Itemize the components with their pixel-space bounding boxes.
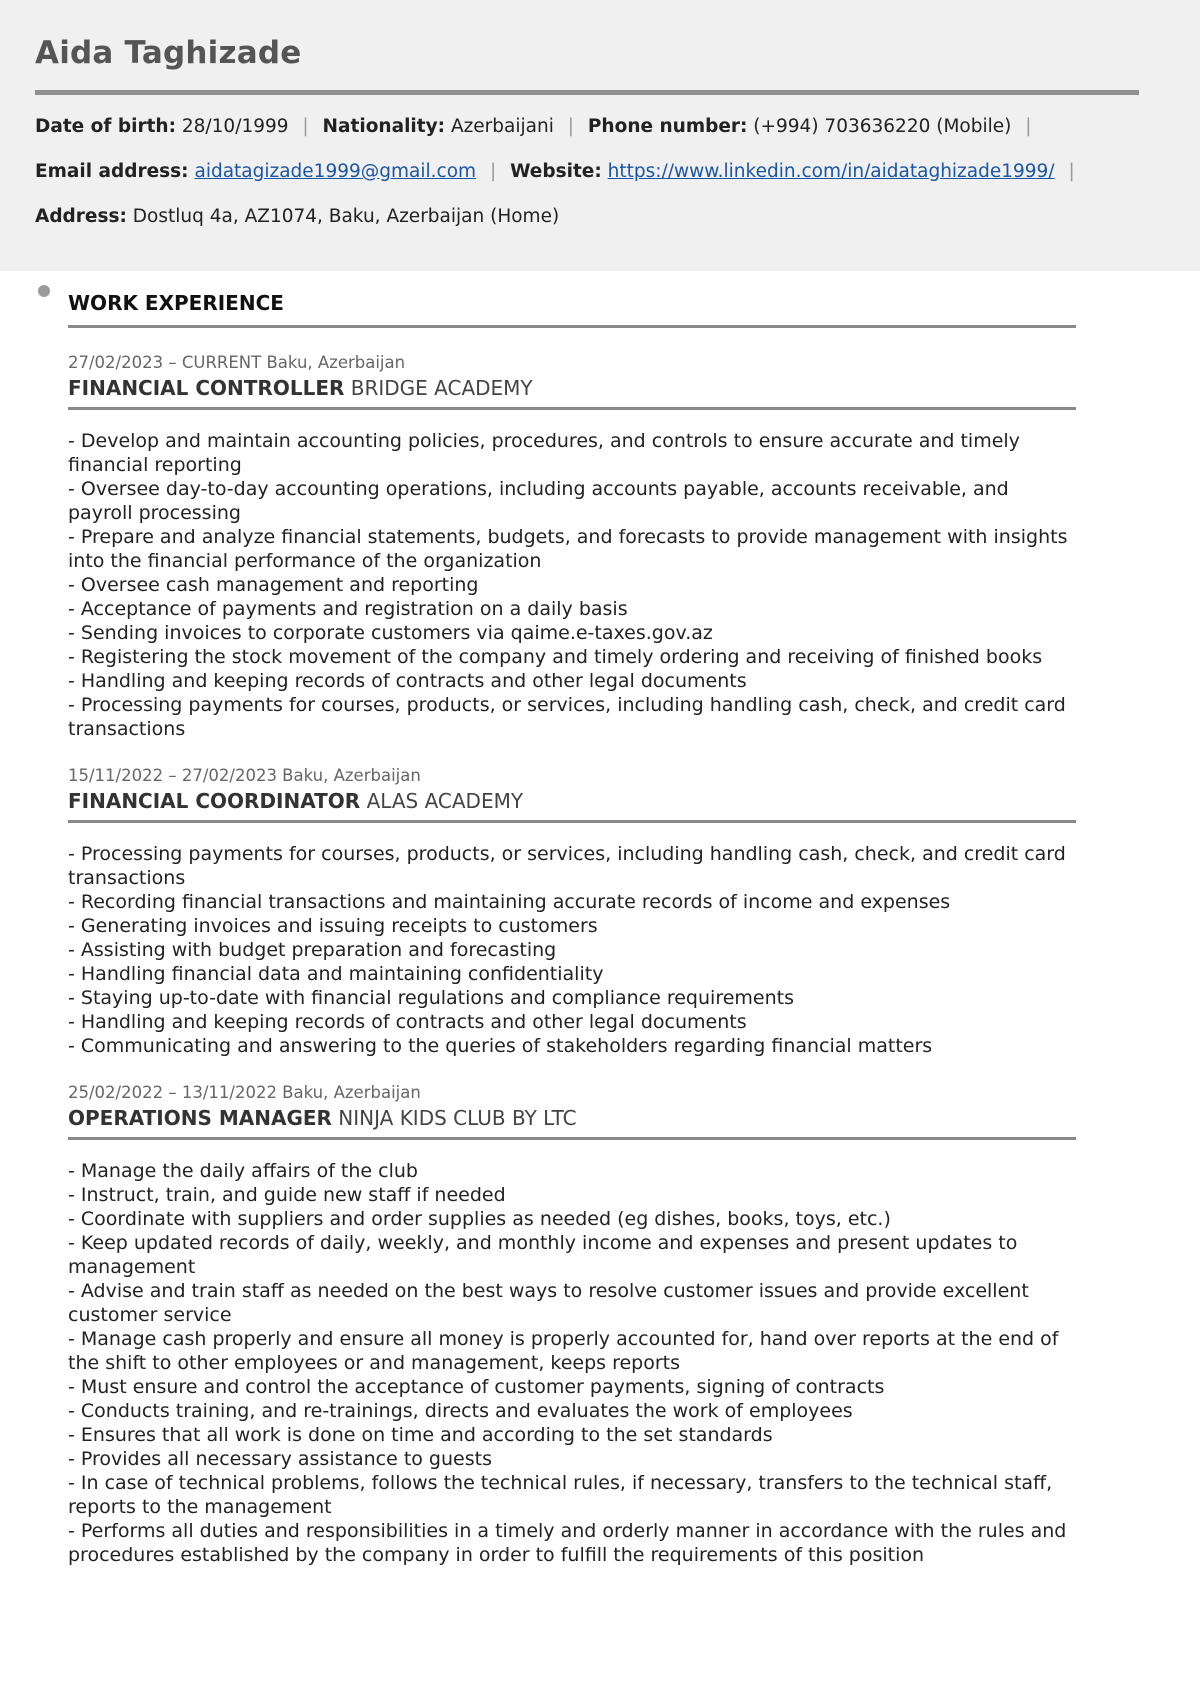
address-label: Address: [35,206,127,227]
duty-item: - Manage cash properly and ensure all money is properly accounted for, hand over reports at the end of the shift to other employees or and management, keeps reports [68,1328,1059,1374]
job-title [68,788,1076,814]
duty-item: - Manage the daily affairs of the club [68,1160,418,1182]
job-duties [68,842,1076,1058]
duty-item: - Communicating and answering to the queries of stakeholders regarding financial matters [68,1035,933,1057]
duty-item: - Recording financial transactions and maintaining accurate records of income and expenses [68,891,951,913]
duty-item: - In case of technical problems, follows the technical rules, if necessary, transfers to the technical staff, reports to the management [68,1472,1053,1518]
duty-item: - Registering the stock movement of the company and timely ordering and receiving of finished books [68,646,1043,668]
profile-header [0,0,1200,271]
phone-label: Phone number: [587,116,748,137]
nationality-label: Nationality: [322,116,446,137]
job-divider [68,1137,1076,1140]
separator: | [567,116,574,137]
duty-item: - Prepare and analyze financial statements, budgets, and forecasts to provide management with insights into the financial performance of the organization [68,526,1068,572]
job-divider [68,820,1076,823]
personal-info-line-3 [35,205,1165,229]
phone-value: (+994) 703636220 (Mobile) [753,116,1012,137]
email-label: Email address: [35,161,189,182]
duty-item: - Advise and train staff as needed on the best ways to resolve customer issues and provide excellent customer service [68,1280,1029,1326]
duty-item: - Processing payments for courses, products, or services, including handling cash, check, and credit card transactions [68,694,1066,740]
duty-item: - Must ensure and control the acceptance of customer payments, signing of contracts [68,1376,885,1398]
job-entry [68,1083,1076,1567]
duty-item: - Keep updated records of daily, weekly, and monthly income and expenses and present updates to management [68,1232,1018,1278]
website-label: Website: [510,161,602,182]
duty-item: - Performs all duties and responsibilities in a timely and orderly manner in accordance with the rules and procedures established by the company in order to fulfill the requirements of this position [68,1520,1067,1566]
job-title [68,1105,1076,1131]
job-entry [68,353,1076,741]
duty-item: - Sending invoices to corporate customers via qaime.e-taxes.gov.az [68,622,713,644]
name-divider [35,90,1139,95]
duty-item: - Instruct, train, and guide new staff if needed [68,1184,506,1206]
duty-item: - Generating invoices and issuing receipts to customers [68,915,598,937]
duty-item: - Conducts training, and re-trainings, directs and evaluates the work of employees [68,1400,853,1422]
job-organization: ALAS ACADEMY [366,789,524,813]
section-divider [68,325,1076,328]
job-entry [68,766,1076,1058]
duty-item: - Acceptance of payments and registration on a daily basis [68,598,628,620]
duty-item: - Assisting with budget preparation and forecasting [68,939,557,961]
work-experience-section [0,271,1076,1567]
separator: | [302,116,309,137]
job-role: OPERATIONS MANAGER [68,1106,332,1130]
duty-item: - Ensures that all work is done on time and according to the set standards [68,1424,773,1446]
job-organization: NINJA KIDS CLUB BY LTC [338,1106,577,1130]
duty-item: - Handling and keeping records of contracts and other legal documents [68,670,747,692]
duty-item: - Provides all necessary assistance to guests [68,1448,492,1470]
job-date-location: 15/11/2022 – 27/02/2023 Baku, Azerbaijan [68,766,421,785]
dob-value: 28/10/1999 [181,116,289,137]
nationality-value: Azerbaijani [450,116,554,137]
duty-item: - Staying up-to-date with financial regulations and compliance requirements [68,987,794,1009]
section-title: WORK EXPERIENCE [68,291,284,315]
separator: | [1068,161,1075,182]
email-link[interactable]: aidatagizade1999@gmail.com [194,161,477,182]
section-bullet-icon [38,285,50,297]
duty-item: - Handling financial data and maintaining confidentiality [68,963,604,985]
separator: | [1025,116,1032,137]
personal-info-line-1 [35,115,1165,139]
candidate-name: Aida Taghizade [35,35,302,71]
duty-item: - Oversee day-to-day accounting operations, including accounts payable, accounts receivable, and payroll processing [68,478,1009,524]
website-link[interactable]: https://www.linkedin.com/in/aidataghizade1999/ [607,161,1055,182]
job-title [68,375,1076,401]
job-duties [68,429,1076,741]
separator: | [489,161,497,182]
duty-item: - Handling and keeping records of contracts and other legal documents [68,1011,747,1033]
job-role: FINANCIAL COORDINATOR [68,789,361,813]
job-organization: BRIDGE ACADEMY [350,376,533,400]
job-role: FINANCIAL CONTROLLER [68,376,345,400]
duty-item: - Coordinate with suppliers and order supplies as needed (eg dishes, books, toys, etc.) [68,1208,891,1230]
duty-item: - Processing payments for courses, products, or services, including handling cash, check, and credit card transactions [68,843,1066,889]
duty-item: - Develop and maintain accounting policies, procedures, and controls to ensure accurate and timely financial reporting [68,430,1020,476]
address-value: Dostluq 4a, AZ1074, Baku, Azerbaijan (Home) [132,206,560,227]
job-duties [68,1159,1076,1567]
job-date-location: 27/02/2023 – CURRENT Baku, Azerbaijan [68,353,406,372]
duty-item: - Oversee cash management and reporting [68,574,479,596]
job-date-location: 25/02/2022 – 13/11/2022 Baku, Azerbaijan [68,1083,421,1102]
dob-label: Date of birth: [35,116,176,137]
personal-info-line-2 [35,160,1165,184]
job-divider [68,407,1076,410]
